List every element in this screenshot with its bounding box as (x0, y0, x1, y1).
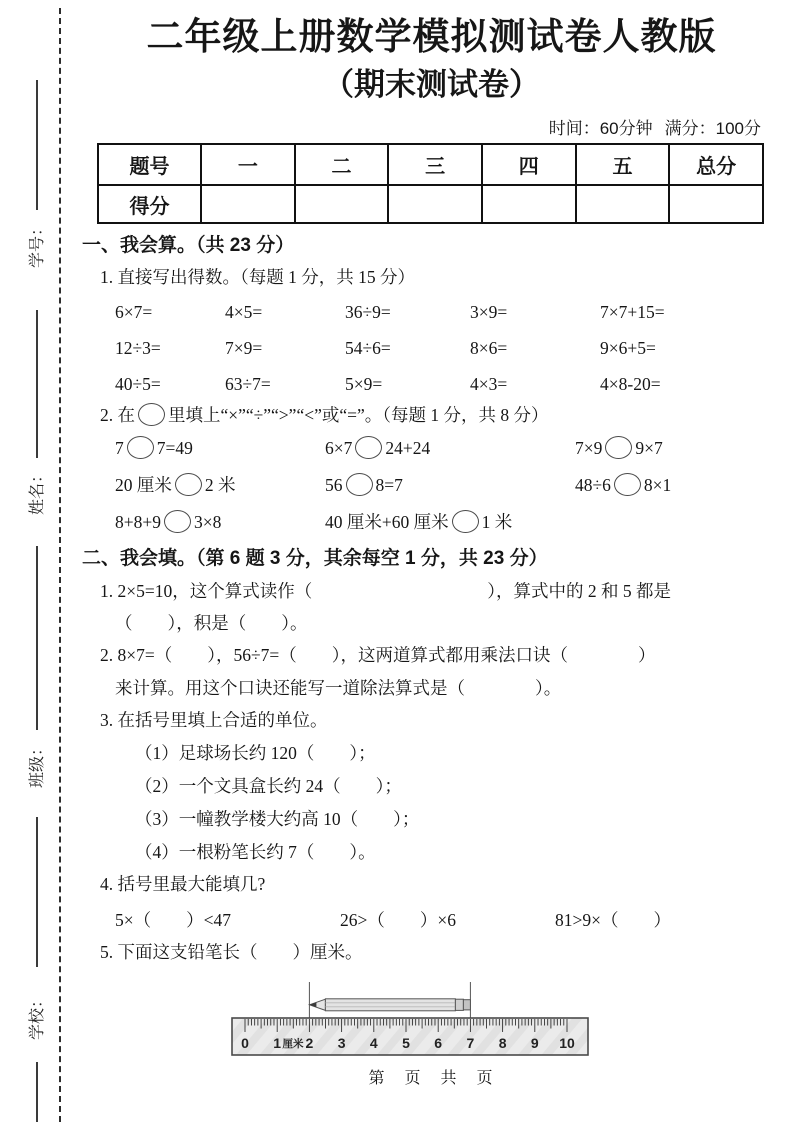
compare-item (325, 434, 575, 464)
student-id-label: 学号： (29, 219, 46, 268)
compare-left: 8+8+9 (115, 511, 161, 532)
fill-q4-label: 4. 括号里最大能填几? (100, 874, 266, 895)
answer-circle (164, 510, 191, 533)
score-row-label: 得分 (98, 185, 201, 223)
compare-left: 48÷6 (575, 474, 611, 495)
calculation-grid (115, 302, 783, 395)
class-label: 班级： (29, 739, 46, 788)
unit-item: （2）一个文具盒长约 24（ ）； (135, 776, 402, 797)
section-two-heading: 二、我会填。（第 6 题 3 分，其余每空 1 分，共 23 分） (82, 548, 548, 570)
compare-right: 3×8 (194, 511, 222, 532)
score-table-col: 总分 (669, 144, 763, 185)
calc-item: 3×9= (470, 301, 508, 322)
compare-row (115, 434, 783, 464)
score-cell (482, 185, 576, 223)
compare-left: 20 厘米 (115, 474, 172, 495)
compare-item (575, 434, 783, 464)
ruler-graphic (230, 978, 590, 1058)
score-table-header-row (98, 144, 763, 185)
score-cell (388, 185, 482, 223)
section-one-heading: 一、我会算。（共 23 分） (82, 235, 295, 257)
q2-label-pre: 2. 在 (100, 404, 135, 425)
page-footer: 第 页 共 页 (368, 1069, 495, 1087)
compare-item (115, 471, 325, 501)
compare-right: 7=49 (156, 438, 193, 459)
max-fill-item: 81>9×（ ） (555, 909, 671, 930)
fill-q2-line1: 2. 8×7=（ ），56÷7=（ ），这两道算式都用乘法口诀（ ） (100, 645, 656, 666)
ruler-number: 0 (241, 1034, 249, 1051)
max-fill-item: 26>（ ）×6 (340, 909, 456, 930)
fill-q2-line2: 来计算。用这个口诀还能写一道除法算式是（ ）。 (115, 677, 562, 698)
max-fill-item: 5×（ ）<47 (115, 909, 231, 930)
fill-q3-label: 3. 在括号里填上合适的单位。 (100, 709, 328, 730)
score-table-col: 四 (482, 144, 576, 185)
paper-main-column (80, 0, 783, 1088)
score-cell (201, 185, 295, 223)
answer-circle (127, 436, 154, 459)
school-blank-line (36, 817, 38, 967)
compare-left: 6×7 (325, 438, 353, 459)
answer-circle (346, 473, 373, 496)
bottom-blank-line (36, 1062, 38, 1122)
calc-item: 7×9= (225, 337, 263, 358)
fill-q5-label: 5. 下面这支铅笔长（ ）厘米。 (100, 941, 363, 962)
compare-left: 7×9 (575, 438, 603, 459)
ruler-number: 6 (434, 1034, 443, 1051)
ruler-unit-label: 厘米 (282, 1037, 304, 1050)
compare-right: 8=7 (375, 474, 403, 495)
score-table-col: 二 (295, 144, 389, 185)
calc-item: 36÷9= (345, 301, 391, 322)
max-fill-row (115, 907, 783, 932)
score-table-col: 三 (388, 144, 482, 185)
page-title: 二年级上册数学模拟测试卷人教版 (146, 16, 717, 57)
answer-circle (452, 510, 479, 533)
score-cell (576, 185, 670, 223)
compare-right: 1 米 (481, 511, 513, 532)
pencil-graphic (309, 999, 470, 1011)
fill-q1-line2: （ ），积是（ ）。 (115, 613, 308, 634)
compare-item (115, 508, 325, 538)
compare-item (325, 471, 575, 501)
page-subtitle: （期末测试卷） (323, 66, 540, 102)
calc-item: 7×7+15= (600, 301, 665, 322)
fill-q1-line1: 1. 2×5=10，这个算式读作（ ），算式中的 2 和 5 都是 (100, 581, 671, 602)
school-label: 学校： (29, 991, 46, 1040)
calc-item: 12÷3= (115, 337, 161, 358)
binding-dashed-line (59, 8, 61, 1122)
pencil-ruler-figure (230, 978, 590, 1063)
score-cell (295, 185, 389, 223)
calc-item: 8×6= (470, 337, 508, 358)
calc-item: 4×5= (225, 301, 263, 322)
score-table-col: 一 (201, 144, 295, 185)
calc-item: 40÷5= (115, 373, 161, 394)
calc-item: 4×8-20= (600, 373, 661, 394)
calc-item: 54÷6= (345, 337, 391, 358)
compare-right: 8×1 (643, 474, 672, 495)
calc-item: 9×6+5= (600, 337, 656, 358)
calc-item: 63÷7= (225, 373, 271, 394)
ruler-number: 7 (466, 1034, 475, 1051)
score-table-corner: 题号 (98, 144, 201, 185)
student-name-blank-line (36, 310, 38, 458)
ruler-number: 9 (530, 1034, 539, 1051)
score-table-col: 五 (576, 144, 670, 185)
class-blank-line (36, 546, 38, 730)
student-name-label: 姓名： (29, 466, 46, 515)
compare-right: 24+24 (385, 438, 431, 459)
compare-row (115, 471, 783, 501)
ruler-number: 2 (305, 1034, 314, 1051)
exam-time: 时间：60分钟 (548, 119, 653, 139)
compare-item (115, 434, 325, 464)
ruler-number: 8 (498, 1034, 507, 1051)
compare-right: 2 米 (204, 474, 236, 495)
unit-item: （1）足球场长约 120（ ）； (135, 742, 376, 763)
ruler-number: 3 (337, 1034, 346, 1051)
exam-full-score: 满分：100分 (664, 119, 761, 139)
compare-left: 56 (325, 474, 343, 495)
q1-label: 1. 直接写出得数。（每题 1 分，共 15 分） (100, 266, 415, 287)
q2-label-post: 里填上“×”“÷”“>”“<”或“=”。（每题 1 分，共 8 分） (168, 404, 549, 425)
calc-item: 5×9= (345, 373, 383, 394)
ruler-number: 5 (402, 1034, 410, 1051)
compare-right: 9×7 (635, 438, 663, 459)
unit-item: （4）一根粉笔长约 7（ ）。 (135, 842, 376, 863)
unit-item: （3）一幢教学楼大约高 10（ ）； (135, 809, 420, 830)
ruler-number: 10 (559, 1034, 575, 1051)
score-table-score-row (98, 185, 763, 223)
compare-left: 40 厘米+60 厘米 (325, 511, 449, 532)
ruler-number: 4 (369, 1034, 378, 1051)
calc-item: 4×3= (470, 373, 508, 394)
ruler-number: 1 (273, 1034, 282, 1051)
compare-item (575, 471, 783, 501)
calc-item: 6×7= (115, 301, 153, 322)
answer-circle (355, 436, 382, 459)
answer-circle (605, 436, 632, 459)
answer-circle (614, 473, 641, 496)
answer-circle (175, 473, 202, 496)
compare-row (115, 508, 783, 538)
compare-item (325, 508, 783, 538)
q2-label (100, 403, 783, 428)
score-table (97, 143, 764, 224)
student-id-blank-line (36, 80, 38, 210)
answer-circle (138, 403, 165, 426)
score-cell (669, 185, 763, 223)
exam-meta (80, 114, 783, 139)
compare-left: 7 (115, 438, 124, 459)
